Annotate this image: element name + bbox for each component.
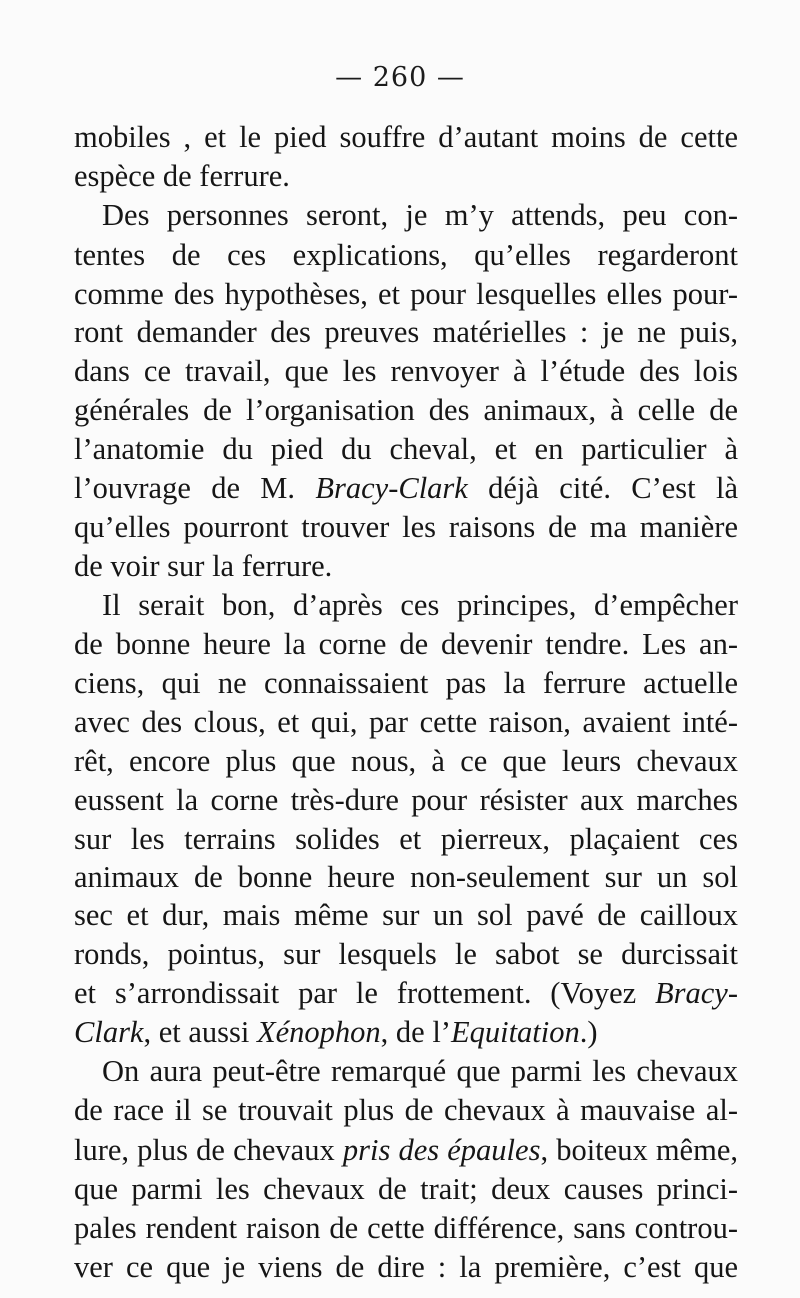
text-segment: .) [579,1015,598,1049]
text-segment: espèce de ferrure. [74,159,290,193]
text-segment: générales de l’organisation des animaux, à celle de [74,393,738,427]
text-line [74,703,738,741]
text-line [74,781,738,819]
text-segment: déjà cité. C’est là [467,471,738,505]
text-segment: , boiteux même, [540,1133,738,1167]
text-segment: ront demander des preuves matérielles : je ne puis, [74,315,738,349]
italic-text-segment: Bracy-Clark [315,471,468,505]
text-line [74,469,738,507]
text-line [74,430,738,468]
text-segment: tentes de ces explications, qu’elles regarderont [74,238,738,272]
text-segment: eussent la corne très-dure pour résister aux marches [74,783,738,817]
text-line [74,974,738,1012]
text-line [102,1052,738,1090]
text-segment: de bonne heure la corne de devenir tendre. Les an- [74,627,738,661]
text-segment: pales rendent raison de cette différence, sans controu- [74,1211,738,1245]
text-segment: Il serait bon, d’après ces principes, d’empêcher [102,588,738,622]
text-line [74,275,738,313]
text-line [74,742,738,780]
text-segment: l’ouvrage de M. [74,471,316,505]
text-segment: mobiles , et le pied souffre d’autant moins de cette [74,120,738,154]
text-line [74,236,738,274]
text-line [74,1131,738,1169]
text-segment: de voir sur la ferrure. [74,549,333,583]
text-line [74,664,738,702]
text-segment: ver ce que je viens de dire : la première, c’est que [74,1250,738,1284]
text-line [74,391,738,429]
text-line [74,1170,738,1208]
text-line [74,820,738,858]
text-segment: On aura peut-être remarqué que parmi les chevaux [102,1054,738,1088]
page-number: — 260 — [335,62,465,93]
text-line [74,1091,738,1129]
text-segment: ciens, qui ne connaissaient pas la ferrure actuelle [74,666,738,700]
text-segment: de race il se trouvait plus de chevaux à mauvaise al- [74,1093,738,1127]
italic-text-segment: pris des épaules [342,1133,541,1167]
text-line [74,157,738,195]
italic-text-segment: Xénophon [257,1015,381,1049]
text-segment: que parmi les chevaux de trait; deux causes princi- [74,1172,738,1206]
text-segment: et s’arrondissait par le frottement. (Voyez [74,976,656,1010]
text-segment: , de l’ [380,1015,451,1049]
text-segment: avec des clous, et qui, par cette raison, avaient inté- [74,705,738,739]
text-line [74,625,738,663]
italic-text-segment: Bracy- [655,976,738,1010]
text-segment: comme des hypothèses, et pour lesquelles elles pour- [74,277,738,311]
text-segment: sur les terrains solides et pierreux, plaçaient ces [74,822,738,856]
text-line [74,352,738,390]
text-segment: Des personnes seront, je m’y attends, peu con- [102,198,738,232]
text-segment: qu’elles pourront trouver les raisons de ma manière [74,510,738,544]
text-segment: dans ce travail, que les renvoyer à l’étude des lois [74,354,738,388]
text-segment: l’anatomie du pied du cheval, et en particulier à [74,432,738,466]
text-line [74,313,738,351]
italic-text-segment: Equitation [450,1015,580,1049]
text-line [74,1013,738,1051]
text-segment: animaux de bonne heure non-seulement sur un sol [74,860,738,894]
text-line [102,196,738,234]
text-line [74,896,738,934]
text-segment: ronds, pointus, sur lesquels le sabot se durcissait [74,937,738,971]
italic-text-segment: Clark [74,1015,144,1049]
text-line [74,1248,738,1286]
text-line [74,935,738,973]
text-line [74,858,738,896]
text-segment: lure, plus de chevaux [74,1133,343,1167]
text-line [74,118,738,156]
text-line [102,586,738,624]
text-line [74,1209,738,1247]
text-line [74,508,738,546]
text-segment: rêt, encore plus que nous, à ce que leurs chevaux [74,744,738,778]
text-segment: , et aussi [143,1015,257,1049]
text-segment: sec et dur, mais même sur un sol pavé de cailloux [74,898,738,932]
text-line [74,547,738,585]
